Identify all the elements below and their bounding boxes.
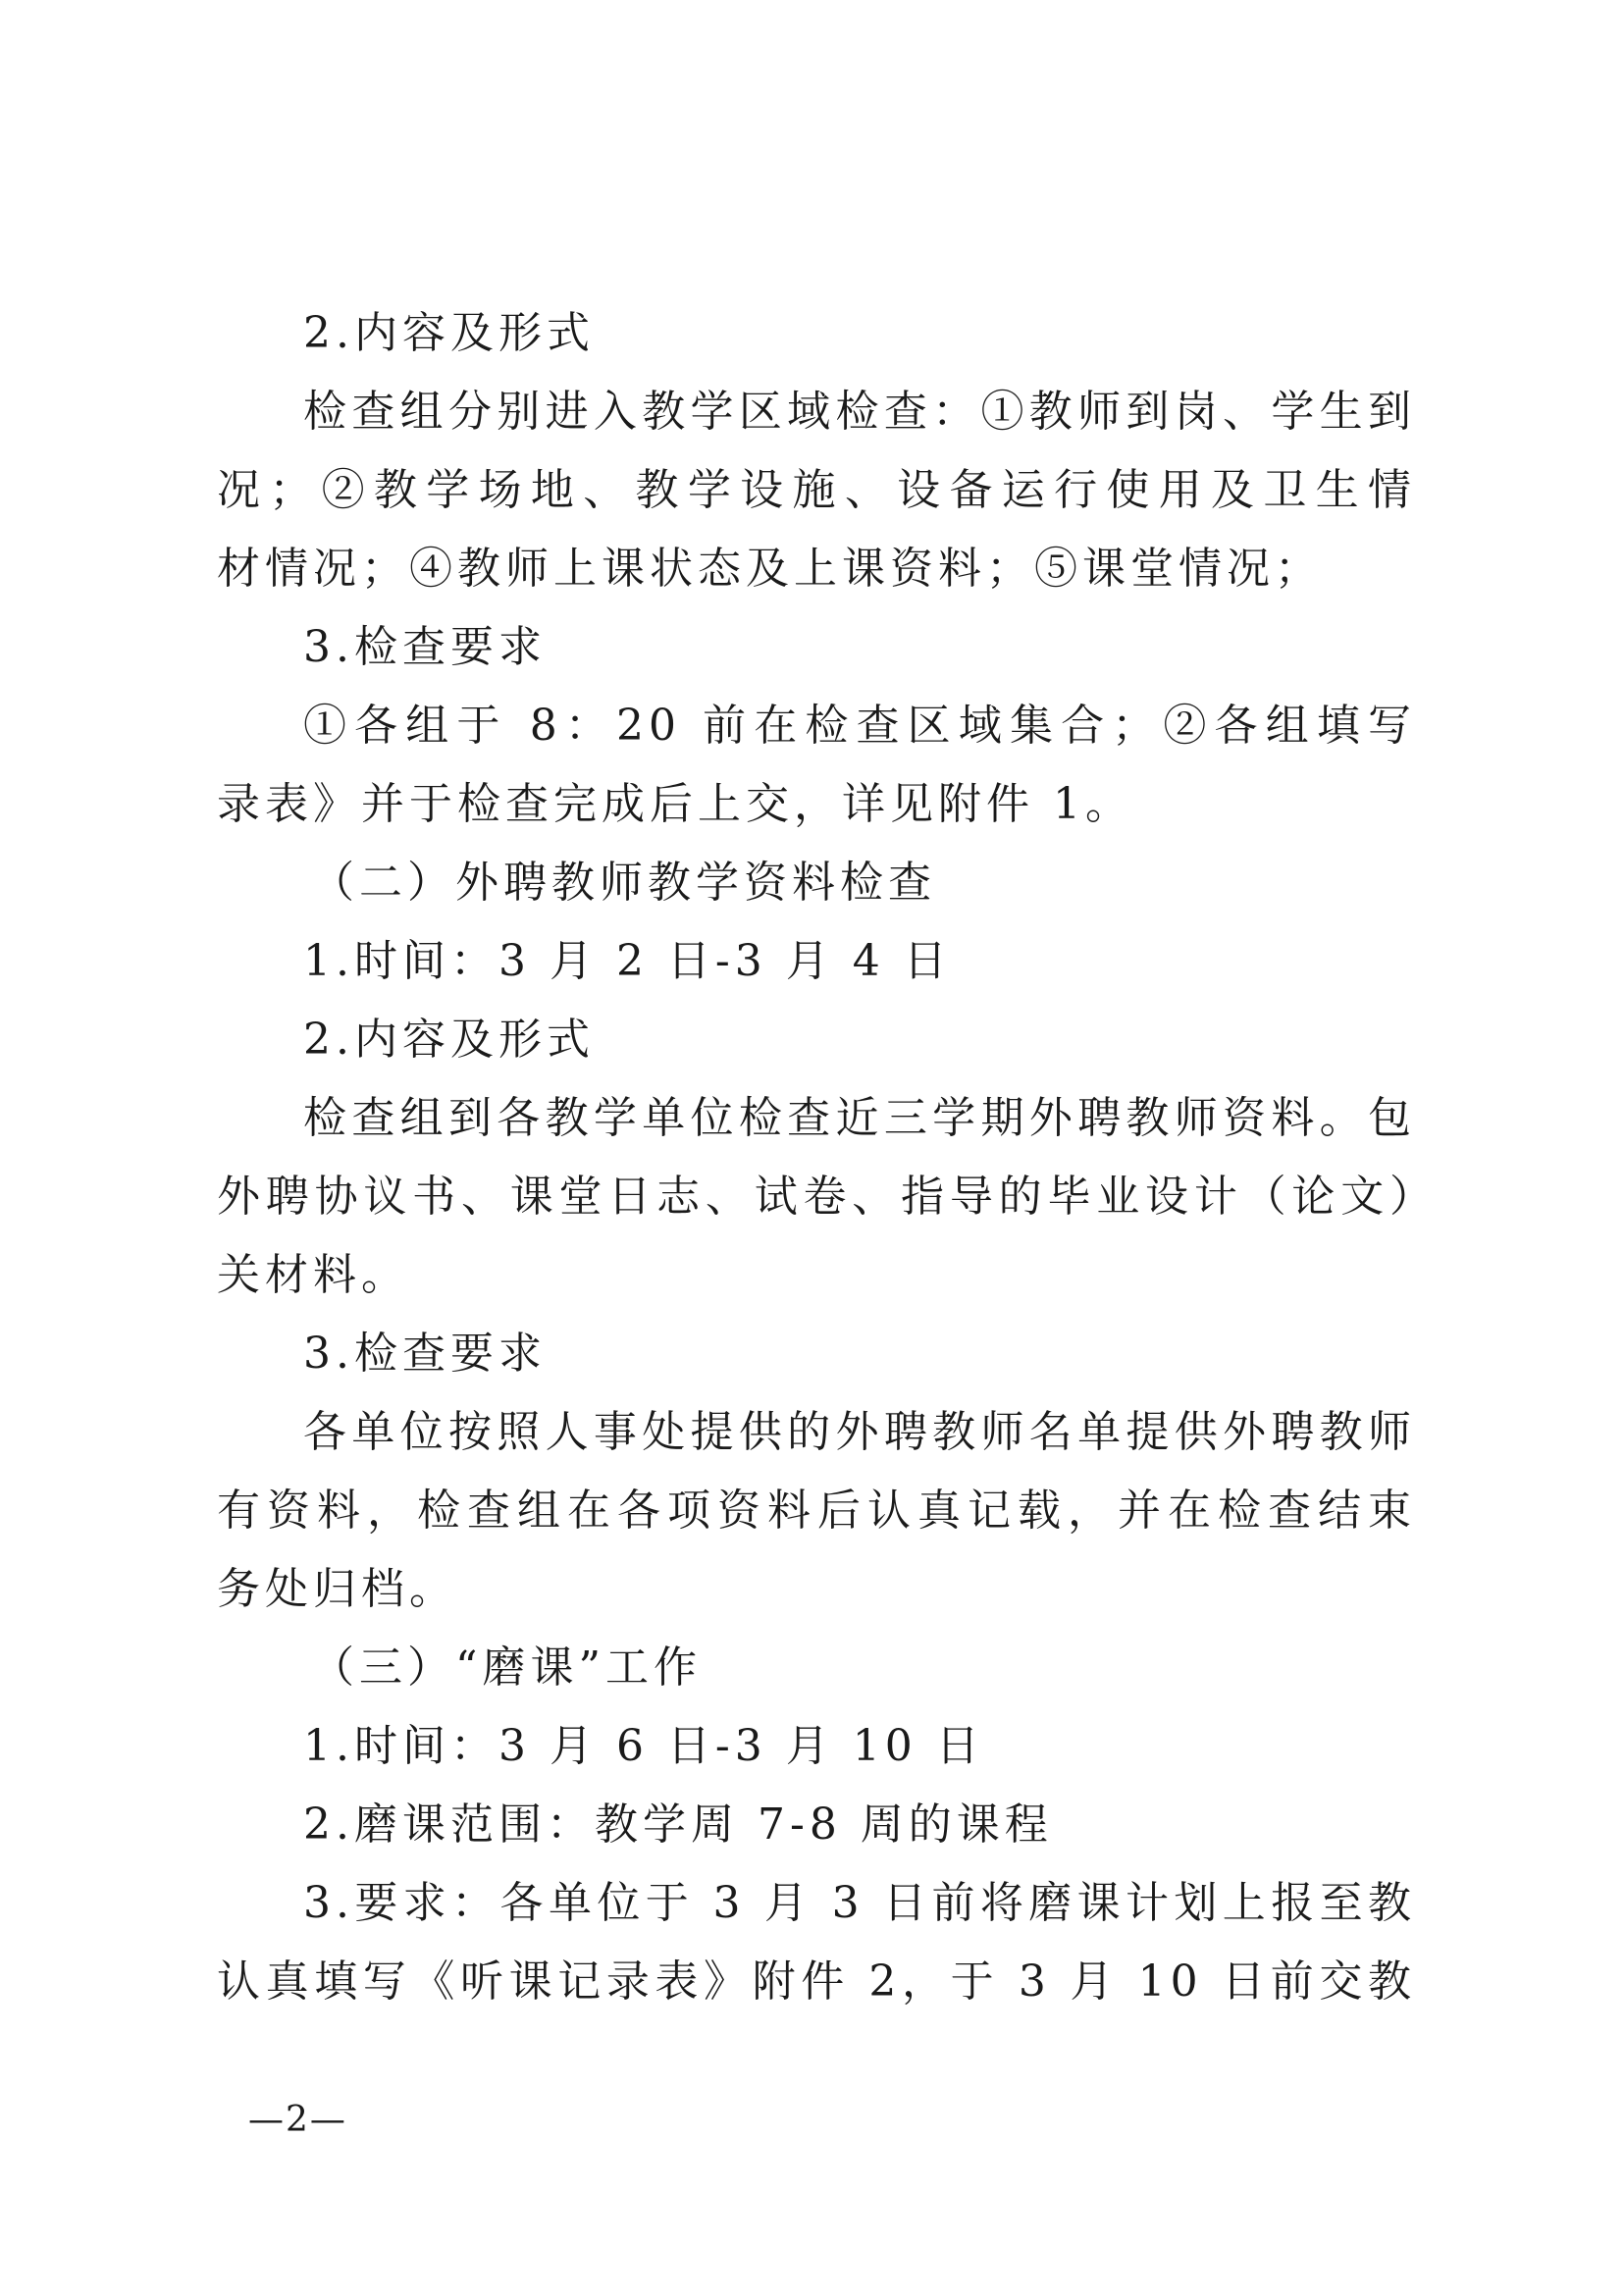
paragraph-line: 检查组到各教学单位检查近三学期外聘教师资料。包 (303, 1093, 1416, 1143)
section-heading-lesson-polishing: （三）“磨课”工作 (311, 1643, 702, 1693)
paragraph-line: 检查组分别进入教学区域检查：①教师到岗、学生到 (303, 387, 1416, 437)
paragraph-line: 认真填写《听课记录表》附件 2，于 3 月 10 日前交教 (217, 1956, 1416, 2007)
paragraph-line: 关材料。 (217, 1250, 409, 1300)
paragraph-line: 各单位按照人事处提供的外聘教师名单提供外聘教师 (303, 1407, 1416, 1457)
paragraph-line: 录表》并于检查完成后上交，详见附件 1。 (217, 779, 1133, 829)
paragraph-line: 3.要求：各单位于 3 月 3 日前将磨课计划上报至教 (303, 1878, 1416, 1928)
paragraph-line: 材情况；④教师上课状态及上课资料；⑤课堂情况； (217, 544, 1323, 594)
paragraph-line: 有资料，检查组在各项资料后认真记载，并在检查结束 (217, 1486, 1416, 1536)
section-heading-external-teachers: （二）外聘教师教学资料检查 (311, 858, 936, 908)
paragraph-line: 况；②教学场地、教学设施、设备运行使用及卫生情 (217, 465, 1416, 515)
subheading-check-requirements: 3.检查要求 (303, 622, 547, 672)
paragraph-line: 外聘协议书、课堂日志、试卷、指导的毕业设计（论文） (217, 1172, 1416, 1222)
subheading-time: 1.时间：3 月 2 日-3 月 4 日 (303, 936, 952, 986)
subheading-time: 1.时间：3 月 6 日-3 月 10 日 (303, 1721, 984, 1771)
paragraph-line: ①各组于 8：20 前在检查区域集合；②各组填写 (303, 701, 1416, 751)
subheading-content-form: 2.内容及形式 (303, 1015, 595, 1065)
subheading-check-requirements: 3.检查要求 (303, 1329, 547, 1379)
subheading-content-form: 2.内容及形式 (303, 308, 595, 358)
document-body (217, 294, 1416, 2021)
paragraph-line: 务处归档。 (217, 1564, 457, 1614)
page-number: —2— (248, 2100, 347, 2140)
subheading-scope: 2.磨课范围：教学周 7-8 周的课程 (303, 1799, 1053, 1850)
